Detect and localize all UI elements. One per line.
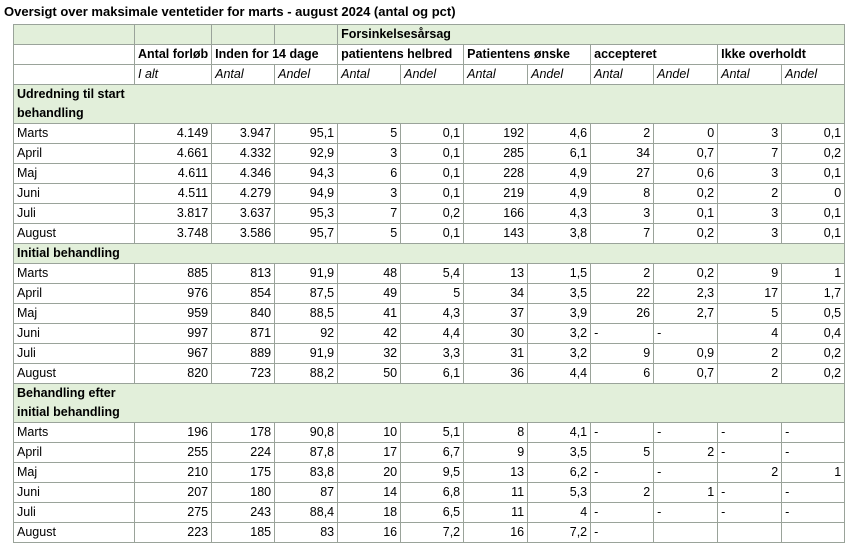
value-cell: 3 [718, 164, 782, 184]
value-cell: 5 [338, 224, 401, 244]
value-cell: 91,9 [275, 264, 338, 284]
value-cell: 87,8 [275, 443, 338, 463]
value-cell: 2 [591, 264, 654, 284]
section-header-row [14, 244, 845, 264]
table-row [14, 264, 845, 284]
value-cell: 5,4 [401, 264, 464, 284]
value-cell: 3,5 [528, 284, 591, 304]
table-row [14, 304, 845, 324]
value-cell: 180 [212, 483, 275, 503]
value-cell: 2 [718, 184, 782, 204]
value-cell: 4,6 [528, 124, 591, 144]
value-cell: 92,9 [275, 144, 338, 164]
value-cell: 0 [654, 124, 718, 144]
value-cell: 143 [464, 224, 528, 244]
value-cell: 87,5 [275, 284, 338, 304]
value-cell: 22 [591, 284, 654, 304]
month-cell: April [14, 443, 135, 463]
value-cell: 0,7 [654, 144, 718, 164]
value-cell: 41 [338, 304, 401, 324]
value-cell: 49 [338, 284, 401, 304]
value-cell: 3,2 [528, 344, 591, 364]
value-cell: 34 [464, 284, 528, 304]
value-cell: 4,4 [401, 324, 464, 344]
table-row [14, 503, 845, 523]
value-cell: 87 [275, 483, 338, 503]
table-row [14, 364, 845, 384]
month-cell: Marts [14, 124, 135, 144]
value-cell: - [654, 463, 718, 483]
value-cell: 2,7 [654, 304, 718, 324]
value-cell: 5 [591, 443, 654, 463]
value-cell: 2 [718, 463, 782, 483]
waiting-times-table [13, 24, 845, 543]
table-row [14, 204, 845, 224]
value-cell: 3 [338, 184, 401, 204]
value-cell: 997 [135, 324, 212, 344]
value-cell: 185 [212, 523, 275, 543]
value-cell: 0,2 [654, 264, 718, 284]
value-cell: 854 [212, 284, 275, 304]
value-cell: 2 [591, 483, 654, 503]
value-cell: 0,1 [401, 164, 464, 184]
value-cell: 3.817 [135, 204, 212, 224]
value-cell: 5 [338, 124, 401, 144]
value-cell: 26 [591, 304, 654, 324]
value-cell: 5,1 [401, 423, 464, 443]
value-cell: 16 [464, 523, 528, 543]
value-cell: 3.947 [212, 124, 275, 144]
value-cell: 4.511 [135, 184, 212, 204]
value-cell: 243 [212, 503, 275, 523]
value-cell: 36 [464, 364, 528, 384]
value-cell: 959 [135, 304, 212, 324]
value-cell: 0,9 [654, 344, 718, 364]
month-cell: Maj [14, 164, 135, 184]
value-cell: 1 [782, 463, 845, 483]
value-cell: 2 [718, 364, 782, 384]
value-cell: 723 [212, 364, 275, 384]
value-cell: 5,3 [528, 483, 591, 503]
value-cell: - [591, 324, 654, 344]
value-cell: 2 [654, 443, 718, 463]
value-cell: 3.748 [135, 224, 212, 244]
sub-header: Antal [464, 65, 528, 85]
value-cell: 83,8 [275, 463, 338, 483]
section-header-row [14, 403, 845, 423]
value-cell: 27 [591, 164, 654, 184]
sub-header: Antal [338, 65, 401, 85]
value-cell: 0,1 [782, 164, 845, 184]
value-cell: 4,4 [528, 364, 591, 384]
value-cell: 4,3 [528, 204, 591, 224]
value-cell: 88,2 [275, 364, 338, 384]
section-title: Behandling efter [14, 384, 845, 404]
value-cell: 3,8 [528, 224, 591, 244]
value-cell: 1,5 [528, 264, 591, 284]
value-cell: 0,5 [782, 304, 845, 324]
table-row [14, 184, 845, 204]
value-cell: 4.661 [135, 144, 212, 164]
value-cell: 178 [212, 423, 275, 443]
value-cell: 224 [212, 443, 275, 463]
value-cell: 255 [135, 443, 212, 463]
value-cell: 34 [591, 144, 654, 164]
value-cell: 7,2 [528, 523, 591, 543]
value-cell: 42 [338, 324, 401, 344]
month-cell: April [14, 144, 135, 164]
value-cell: 9 [464, 443, 528, 463]
section-title: behandling [14, 104, 845, 124]
table-row [14, 164, 845, 184]
value-cell: 228 [464, 164, 528, 184]
value-cell: 0,2 [782, 364, 845, 384]
value-cell: 0,1 [401, 124, 464, 144]
sub-header: Andel [528, 65, 591, 85]
value-cell: 840 [212, 304, 275, 324]
table-row [14, 344, 845, 364]
value-cell: 1 [654, 483, 718, 503]
value-cell: - [654, 423, 718, 443]
value-cell: 6,1 [528, 144, 591, 164]
value-cell: 31 [464, 344, 528, 364]
value-cell: 50 [338, 364, 401, 384]
value-cell: 1 [782, 264, 845, 284]
value-cell: 219 [464, 184, 528, 204]
value-cell: 207 [135, 483, 212, 503]
value-cell: 0 [782, 184, 845, 204]
value-cell: 0,2 [654, 184, 718, 204]
value-cell: 196 [135, 423, 212, 443]
sub-header: Andel [275, 65, 338, 85]
value-cell: 20 [338, 463, 401, 483]
value-cell: 88,5 [275, 304, 338, 324]
value-cell: 4.279 [212, 184, 275, 204]
value-cell: 6 [591, 364, 654, 384]
value-cell: 95,3 [275, 204, 338, 224]
table-row [14, 144, 845, 164]
value-cell: 275 [135, 503, 212, 523]
sub-header: Antal [718, 65, 782, 85]
month-cell: August [14, 523, 135, 543]
value-cell: 91,9 [275, 344, 338, 364]
value-cell: 7 [338, 204, 401, 224]
value-cell: 871 [212, 324, 275, 344]
value-cell: 3 [718, 204, 782, 224]
value-cell: 889 [212, 344, 275, 364]
value-cell: 0,2 [782, 344, 845, 364]
column-header-row [14, 45, 845, 65]
value-cell: 2,3 [654, 284, 718, 304]
value-cell: - [782, 503, 845, 523]
value-cell: 14 [338, 483, 401, 503]
section-title: Initial behandling [14, 244, 845, 264]
value-cell: 5 [718, 304, 782, 324]
value-cell: 976 [135, 284, 212, 304]
col-header: Patientens ønske [464, 45, 591, 65]
section-title: Udredning til start [14, 85, 845, 105]
value-cell: - [718, 423, 782, 443]
group-header-cell: Forsinkelsesårsag [338, 25, 845, 45]
sub-header: Antal [212, 65, 275, 85]
value-cell: 18 [338, 503, 401, 523]
value-cell: 0,2 [654, 224, 718, 244]
table-row [14, 483, 845, 503]
value-cell: - [654, 503, 718, 523]
value-cell: 4,9 [528, 164, 591, 184]
page-title: Oversigt over maksimale ventetider for marts - august 2024 (antal og pct) [4, 4, 456, 19]
value-cell: 30 [464, 324, 528, 344]
value-cell: 3 [338, 144, 401, 164]
value-cell: 4,9 [528, 184, 591, 204]
value-cell: 95,1 [275, 124, 338, 144]
value-cell: 37 [464, 304, 528, 324]
value-cell: 13 [464, 463, 528, 483]
value-cell: 88,4 [275, 503, 338, 523]
col-header: patientens helbred [338, 45, 464, 65]
table-row [14, 124, 845, 144]
table-row [14, 463, 845, 483]
value-cell: 0,4 [782, 324, 845, 344]
value-cell: 6,2 [528, 463, 591, 483]
value-cell: 4,1 [528, 423, 591, 443]
value-cell: 94,9 [275, 184, 338, 204]
month-cell: Juni [14, 483, 135, 503]
value-cell: 4 [528, 503, 591, 523]
value-cell: 4,3 [401, 304, 464, 324]
value-cell: 3 [591, 204, 654, 224]
value-cell: 6,1 [401, 364, 464, 384]
table-row [14, 324, 845, 344]
value-cell: 3,2 [528, 324, 591, 344]
value-cell: 210 [135, 463, 212, 483]
month-cell: Juli [14, 344, 135, 364]
value-cell: 6 [338, 164, 401, 184]
value-cell: 0,1 [782, 224, 845, 244]
value-cell: 11 [464, 503, 528, 523]
value-cell: 6,8 [401, 483, 464, 503]
value-cell: 820 [135, 364, 212, 384]
table-row [14, 224, 845, 244]
value-cell: 48 [338, 264, 401, 284]
col-header: Ikke overholdt [718, 45, 845, 65]
value-cell: 175 [212, 463, 275, 483]
value-cell: 4.332 [212, 144, 275, 164]
month-cell: Maj [14, 463, 135, 483]
value-cell: 94,3 [275, 164, 338, 184]
value-cell: 285 [464, 144, 528, 164]
value-cell: 967 [135, 344, 212, 364]
col-header: Inden for 14 dage [212, 45, 338, 65]
value-cell: 16 [338, 523, 401, 543]
value-cell: 0,1 [654, 204, 718, 224]
value-cell [782, 523, 845, 543]
value-cell: 9,5 [401, 463, 464, 483]
table-row [14, 284, 845, 304]
sub-header: Andel [401, 65, 464, 85]
table-row [14, 443, 845, 463]
value-cell: 11 [464, 483, 528, 503]
value-cell: 7 [591, 224, 654, 244]
sub-header: I alt [135, 65, 212, 85]
value-cell: - [591, 503, 654, 523]
value-cell: 813 [212, 264, 275, 284]
value-cell: - [591, 423, 654, 443]
col-header: Antal forløb [135, 45, 212, 65]
value-cell: 90,8 [275, 423, 338, 443]
table-row [14, 523, 845, 543]
sub-header-row [14, 65, 845, 85]
value-cell: 6,7 [401, 443, 464, 463]
value-cell [654, 523, 718, 543]
section-header-row [14, 104, 845, 124]
value-cell: 0,7 [654, 364, 718, 384]
group-header-row [14, 25, 845, 45]
section-title: initial behandling [14, 403, 845, 423]
value-cell: 3,9 [528, 304, 591, 324]
value-cell: 8 [591, 184, 654, 204]
value-cell: - [591, 463, 654, 483]
month-cell: Maj [14, 304, 135, 324]
value-cell: 2 [591, 124, 654, 144]
value-cell: 0,2 [782, 144, 845, 164]
value-cell: - [654, 324, 718, 344]
value-cell: - [782, 443, 845, 463]
month-cell: August [14, 224, 135, 244]
value-cell: 4.611 [135, 164, 212, 184]
value-cell: 3.637 [212, 204, 275, 224]
value-cell: 3 [718, 224, 782, 244]
month-cell: Juni [14, 184, 135, 204]
value-cell: 3 [718, 124, 782, 144]
section-header-row [14, 384, 845, 404]
value-cell: - [782, 423, 845, 443]
col-header: accepteret [591, 45, 718, 65]
month-cell: Juli [14, 204, 135, 224]
value-cell: 95,7 [275, 224, 338, 244]
value-cell: - [591, 523, 654, 543]
value-cell: 9 [718, 264, 782, 284]
value-cell: 7,2 [401, 523, 464, 543]
value-cell: 9 [591, 344, 654, 364]
value-cell: 17 [338, 443, 401, 463]
month-cell: April [14, 284, 135, 304]
value-cell: 4 [718, 324, 782, 344]
value-cell: 1,7 [782, 284, 845, 304]
value-cell: 83 [275, 523, 338, 543]
value-cell: 92 [275, 324, 338, 344]
value-cell: - [718, 483, 782, 503]
section-header-row [14, 85, 845, 105]
value-cell: 0,1 [401, 184, 464, 204]
sub-header: Antal [591, 65, 654, 85]
value-cell: 0,6 [654, 164, 718, 184]
month-cell: August [14, 364, 135, 384]
month-cell: Marts [14, 423, 135, 443]
value-cell: 192 [464, 124, 528, 144]
value-cell: 4.149 [135, 124, 212, 144]
value-cell: 32 [338, 344, 401, 364]
value-cell: 885 [135, 264, 212, 284]
value-cell: - [782, 483, 845, 503]
month-cell: Juli [14, 503, 135, 523]
value-cell: 0,1 [782, 204, 845, 224]
value-cell: - [718, 443, 782, 463]
value-cell: - [718, 503, 782, 523]
month-cell: Juni [14, 324, 135, 344]
value-cell: 7 [718, 144, 782, 164]
value-cell: 3,3 [401, 344, 464, 364]
value-cell: 0,1 [401, 224, 464, 244]
value-cell: 3.586 [212, 224, 275, 244]
value-cell: 223 [135, 523, 212, 543]
month-cell: Marts [14, 264, 135, 284]
value-cell: 0,1 [401, 144, 464, 164]
value-cell: 0,1 [782, 124, 845, 144]
value-cell [718, 523, 782, 543]
value-cell: 17 [718, 284, 782, 304]
value-cell: 6,5 [401, 503, 464, 523]
sub-header: Andel [654, 65, 718, 85]
sub-header: Andel [782, 65, 845, 85]
value-cell: 5 [401, 284, 464, 304]
value-cell: 8 [464, 423, 528, 443]
value-cell: 13 [464, 264, 528, 284]
value-cell: 2 [718, 344, 782, 364]
value-cell: 10 [338, 423, 401, 443]
table-row [14, 423, 845, 443]
value-cell: 3,5 [528, 443, 591, 463]
value-cell: 0,2 [401, 204, 464, 224]
value-cell: 166 [464, 204, 528, 224]
value-cell: 4.346 [212, 164, 275, 184]
